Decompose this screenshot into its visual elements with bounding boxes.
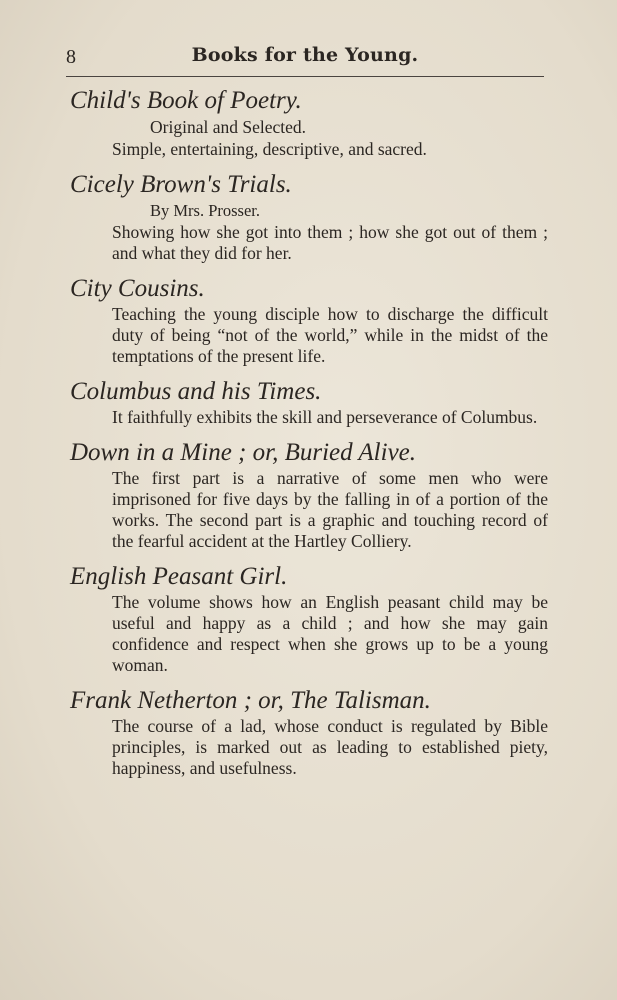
entry-description: The course of a lad, whose conduct is regulated by Bible principles, is marked out as leading to established piety, happiness, and usefulness.: [112, 716, 548, 778]
entry-title: Down in a Mine ; or, Buried Alive.: [70, 439, 417, 466]
catalog-entry: [70, 170, 548, 264]
page-header: [66, 42, 544, 77]
entry-description: Simple, entertaining, descriptive, and sacred.: [112, 139, 427, 159]
catalog-entry: [70, 377, 548, 428]
catalog-entries: [70, 86, 548, 789]
catalog-entry: [70, 438, 548, 552]
catalog-entry: [70, 86, 548, 160]
entry-author: By Mrs. Prosser.: [150, 201, 261, 220]
entry-title: English Peasant Girl.: [70, 563, 288, 590]
entry-description: Teaching the young disciple how to discharge the difficult duty of being “not of the world,” while in the midst of the temptations of the present life.: [112, 304, 548, 366]
entry-title: Frank Netherton ; or, The Talisman.: [70, 687, 431, 714]
entry-description: It faithfully exhibits the skill and perseverance of Columbus.: [112, 407, 538, 427]
catalog-entry: [70, 274, 548, 367]
entry-title: City Cousins.: [70, 275, 205, 302]
entry-subtitle: Original and Selected.: [150, 117, 306, 137]
catalog-entry: [70, 686, 548, 779]
entry-description: Showing how she got into them ; how she got out of them ; and what they did for her.: [112, 222, 548, 263]
entry-title: Child's Book of Poetry.: [70, 87, 302, 114]
entry-title: Columbus and his Times.: [70, 378, 322, 405]
running-title: Books for the Young.: [191, 44, 419, 66]
catalog-entry: [70, 562, 548, 676]
page-number: 8: [66, 46, 76, 68]
entry-description: The first part is a narrative of some men who were imprisoned for five days by the falling in of a portion of the works. The second part is a graphic and touching record of the fearful accident at the Hartley Colliery.: [112, 468, 548, 551]
entry-title: Cicely Brown's Trials.: [70, 171, 292, 198]
entry-description: The volume shows how an English peasant child may be useful and happy as a child ; and how she may gain confidence and respect when she grows up to be a young woman.: [112, 592, 548, 675]
